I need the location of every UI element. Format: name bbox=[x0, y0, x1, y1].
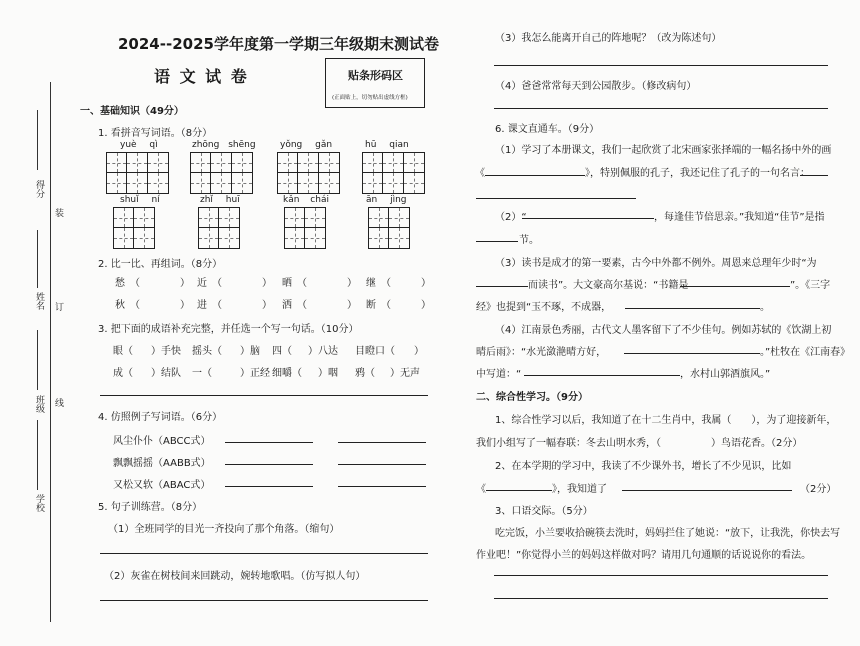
tianzi-box-5b[interactable] bbox=[113, 228, 155, 249]
tianzi-box-3[interactable] bbox=[277, 152, 340, 173]
tianzi-box-2[interactable] bbox=[190, 152, 253, 173]
q6-p2a-close: ，每逢佳节倍思亲。”我知道“佳节”是指 bbox=[654, 212, 825, 223]
q6-p3b-mid: 而读书”。大文豪高尔基说：“书籍是 bbox=[528, 280, 689, 291]
q3-r2-2a: 一（ bbox=[192, 368, 212, 379]
q2-r1-c2-blank[interactable]: （ ） bbox=[212, 278, 272, 289]
q3-r2-3b: ）咽 bbox=[318, 368, 338, 379]
q2-r2-c2-blank[interactable]: （ ） bbox=[212, 300, 272, 311]
tianzi-box-6[interactable] bbox=[198, 207, 240, 228]
s2-q3b: 作业吧！”你觉得小兰的妈妈这样做对吗？请用几句通顺的话说说你的看法。 bbox=[476, 550, 812, 561]
pinyin-8: ān jìng bbox=[366, 195, 407, 205]
q3-r1-3a: 四（ bbox=[272, 346, 292, 357]
q2-r1-c3-blank[interactable]: （ ） bbox=[297, 278, 357, 289]
q6-p4c-a: 中写道：“ bbox=[476, 369, 522, 380]
q6-p2-festival-blank[interactable] bbox=[476, 241, 518, 242]
q6-p3b-end: ”。《三字 bbox=[790, 280, 831, 291]
s2-q2a: 2、在本学期的学习中，我读了不少课外书，增长了不少见识，比如 bbox=[495, 461, 792, 472]
q6-p4a: （4）江南景色秀丽，古代文人墨客留下了不少佳句。例如苏轼的《饮湖上初 bbox=[495, 325, 832, 336]
q3-r2-2b: ）正经 bbox=[240, 368, 270, 379]
q5-s4-line[interactable] bbox=[494, 108, 828, 109]
q6-p1-painting-blank[interactable] bbox=[485, 175, 585, 176]
q6-p3-blank-a[interactable] bbox=[476, 286, 528, 287]
barcode-label: 贴条形码区 bbox=[348, 69, 403, 82]
q6-p4b-a: 晴后雨》：“水光潋滟晴方好， bbox=[476, 347, 607, 358]
q5-s1-line[interactable] bbox=[100, 553, 428, 554]
q2-r2-c2: 进 bbox=[197, 300, 207, 311]
margin-ding: 订 bbox=[53, 302, 63, 311]
pinyin-5: shuǐ ní bbox=[120, 195, 160, 205]
pinyin-1: yuè qì bbox=[120, 140, 158, 150]
tianzi-box-1b[interactable] bbox=[106, 173, 169, 194]
s2-q2b-a: 《 bbox=[476, 484, 486, 495]
q6-p3c-a: 经》也提到“玉不琢，不成器， bbox=[476, 302, 612, 313]
q4-title: 4. 仿照例子写词语。（6分） bbox=[98, 412, 223, 423]
q3-r1-1b: ）手快 bbox=[151, 346, 181, 357]
q6-p4-blank-a[interactable] bbox=[624, 353, 760, 354]
tianzi-box-7b[interactable] bbox=[284, 228, 326, 249]
q6-p3-blank-b[interactable] bbox=[680, 286, 790, 287]
q2-r1-c1: 愁 bbox=[115, 278, 125, 289]
q5-s4: （4）爸爸常常每天到公园散步。（修改病句） bbox=[495, 81, 697, 92]
q4-blank-3a[interactable] bbox=[225, 486, 313, 487]
margin-score-label: 得分 bbox=[34, 180, 44, 198]
q3-r2-1a: 成（ bbox=[113, 368, 133, 379]
q5-s3-line[interactable] bbox=[494, 65, 828, 66]
q5-s3: （3）我怎么能离开自己的阵地呢？（改为陈述句） bbox=[495, 33, 722, 44]
s2-q3-line-2[interactable] bbox=[494, 598, 828, 599]
pinyin-4: hū qian bbox=[365, 140, 409, 150]
q3-r2-3a: 细嚼（ bbox=[272, 368, 302, 379]
q4-blank-3b[interactable] bbox=[338, 486, 426, 487]
q6-title: 6. 课文直通车。（9分） bbox=[495, 124, 600, 135]
q5-title: 5. 句子训练营。（8分） bbox=[98, 502, 203, 513]
exam-title: 2024--2025学年度第一学期三年级期末测试卷 bbox=[118, 35, 439, 53]
tianzi-box-5[interactable] bbox=[113, 207, 155, 228]
q2-r2-c3: 洒 bbox=[282, 300, 292, 311]
margin-name-label: 姓名 bbox=[34, 292, 44, 310]
q3-r1-4a: 目瞪口（ bbox=[355, 346, 395, 357]
s2-q3: 3、口语交际。（5分） bbox=[495, 506, 593, 517]
q2-r2-c4: 断 bbox=[366, 300, 376, 311]
tianzi-box-2b[interactable] bbox=[190, 173, 253, 194]
q3-r1-2b: ）脑 bbox=[240, 346, 260, 357]
margin-class-blank bbox=[37, 330, 38, 390]
q6-p1a: （1）学习了本册课文，我们一起欣赏了北宋画家张择端的一幅名扬中外的画 bbox=[495, 145, 832, 156]
q6-p4-blank-b[interactable] bbox=[524, 375, 680, 376]
margin-xian: 线 bbox=[53, 398, 63, 407]
q3-r1-4b: ） bbox=[414, 346, 424, 357]
s2-q3-line-1[interactable] bbox=[494, 575, 828, 576]
margin-score-blank bbox=[37, 110, 38, 170]
s2-q2-learned-blank[interactable] bbox=[622, 490, 792, 491]
barcode-area bbox=[325, 58, 425, 108]
q4-item-3: 又松又软（ABAC式） bbox=[113, 480, 211, 491]
q3-sentence-line[interactable] bbox=[100, 395, 428, 396]
q3-r2-4a: 鸦（ bbox=[355, 368, 375, 379]
q6-p1b-close: 》，特别佩服的孔子，我还记住了孔子的一句名言： bbox=[585, 168, 810, 179]
q2-r1-c4: 继 bbox=[366, 278, 376, 289]
q6-p2-blank[interactable] bbox=[522, 218, 654, 219]
q4-blank-1a[interactable] bbox=[225, 442, 313, 443]
q3-r1-3b: ）八达 bbox=[308, 346, 338, 357]
q2-r2-c4-blank[interactable]: （ ） bbox=[381, 300, 431, 311]
q2-r2-c1: 秋 bbox=[115, 300, 125, 311]
subject-title: 语 文 试 卷 bbox=[154, 67, 249, 86]
q6-p1b-open: 《 bbox=[475, 168, 485, 179]
q2-r1-c2: 近 bbox=[197, 278, 207, 289]
tianzi-box-7[interactable] bbox=[284, 207, 326, 228]
pinyin-7: kǎn chái bbox=[283, 195, 329, 205]
q5-s2: （2）灰雀在树枝间来回跳动，婉转地歌唱。（仿写拟人句） bbox=[104, 571, 366, 582]
barcode-note: (正面贴上，切勿贴出虚线方框) bbox=[332, 95, 408, 101]
tianzi-box-8b[interactable] bbox=[368, 228, 410, 249]
q6-p4b-b: 。”杜牧在《江南春》 bbox=[760, 347, 851, 358]
q4-blank-2a[interactable] bbox=[225, 464, 313, 465]
q3-r1-1a: 眼（ bbox=[113, 346, 133, 357]
pinyin-3: yǒng gǎn bbox=[280, 140, 333, 150]
q6-p1-quote-blank-a[interactable] bbox=[800, 175, 828, 176]
tianzi-box-8[interactable] bbox=[368, 207, 410, 228]
q4-item-1: 风尘仆仆（ABCC式） bbox=[113, 436, 211, 447]
q3-r2-4b: ）无声 bbox=[390, 368, 420, 379]
pinyin-6: zhǐ huī bbox=[200, 195, 240, 205]
q2-r1-c1-blank[interactable]: （ ） bbox=[130, 278, 190, 289]
q5-s1: （1）全班同学的目光一齐投向了那个角落。（缩句） bbox=[108, 524, 340, 535]
binding-line bbox=[50, 82, 51, 622]
margin-school-label: 学校 bbox=[34, 494, 44, 512]
s2-q3a: 吃完饭，小兰要收拾碗筷去洗时，妈妈拦住了她说：“放下，让我洗，你快去写 bbox=[495, 528, 841, 539]
s2-q2b-b: 》，我知道了 bbox=[552, 484, 607, 495]
margin-class-label: 班级 bbox=[34, 395, 44, 413]
margin-zhuang: 装 bbox=[53, 208, 63, 217]
section1-title: 一、基础知识（49分） bbox=[80, 106, 184, 117]
s2-q1b: 我们小组写了一幅春联：冬去山明水秀，（ ）鸟语花香。（2分） bbox=[476, 438, 803, 449]
s2-q2-book-blank[interactable] bbox=[486, 490, 552, 491]
q3-r2-1b: ）结队 bbox=[151, 368, 181, 379]
margin-school-blank bbox=[37, 420, 38, 490]
tianzi-box-3b[interactable] bbox=[277, 173, 340, 194]
q4-blank-2b[interactable] bbox=[338, 464, 426, 465]
q6-p2a-open: （2）“ bbox=[495, 212, 527, 223]
tianzi-box-1[interactable] bbox=[106, 152, 169, 173]
tianzi-box-4[interactable] bbox=[362, 152, 425, 173]
q2-r2-c3-blank[interactable]: （ ） bbox=[297, 300, 357, 311]
q2-r1-c3: 晒 bbox=[282, 278, 292, 289]
q3-r1-2a: 摇头（ bbox=[192, 346, 222, 357]
q2-r1-c4-blank[interactable]: （ ） bbox=[381, 278, 431, 289]
tianzi-box-6b[interactable] bbox=[198, 228, 240, 249]
q5-s2-line[interactable] bbox=[100, 600, 428, 601]
q6-p2b: 节。 bbox=[519, 235, 539, 246]
q6-p3-blank-c[interactable] bbox=[625, 308, 760, 309]
s2-q1a: 1、综合性学习以后，我知道了在十二生肖中，我属（ ），为了迎接新年， bbox=[495, 415, 837, 426]
q6-p3c-b: 。 bbox=[760, 302, 770, 313]
q1-title: 1. 看拼音写词语。（8分） bbox=[98, 128, 213, 139]
tianzi-box-4b[interactable] bbox=[362, 173, 425, 194]
q6-p4c-b: ，水村山郭酒旗风。” bbox=[680, 369, 771, 380]
q2-title: 2. 比一比、再组词。（8分） bbox=[98, 259, 223, 270]
margin-name-blank bbox=[37, 230, 38, 288]
section2-title: 二、综合性学习。（9分） bbox=[476, 392, 588, 403]
pinyin-2: zhōng shēng bbox=[192, 140, 256, 150]
q6-p3a: （3）读书是成才的第一要素，古今中外都不例外。周恩来总理年少时“为 bbox=[495, 258, 817, 269]
q2-r2-c1-blank[interactable]: （ ） bbox=[130, 300, 190, 311]
q6-p1-quote-blank-b[interactable] bbox=[476, 198, 636, 199]
q4-blank-1b[interactable] bbox=[338, 442, 426, 443]
q4-item-2: 飘飘摇摇（AABB式） bbox=[113, 458, 211, 469]
s2-q2b-c: （2分） bbox=[800, 484, 837, 495]
q3-title: 3. 把下面的成语补充完整，并任选一个写一句话。（10分） bbox=[98, 324, 359, 335]
